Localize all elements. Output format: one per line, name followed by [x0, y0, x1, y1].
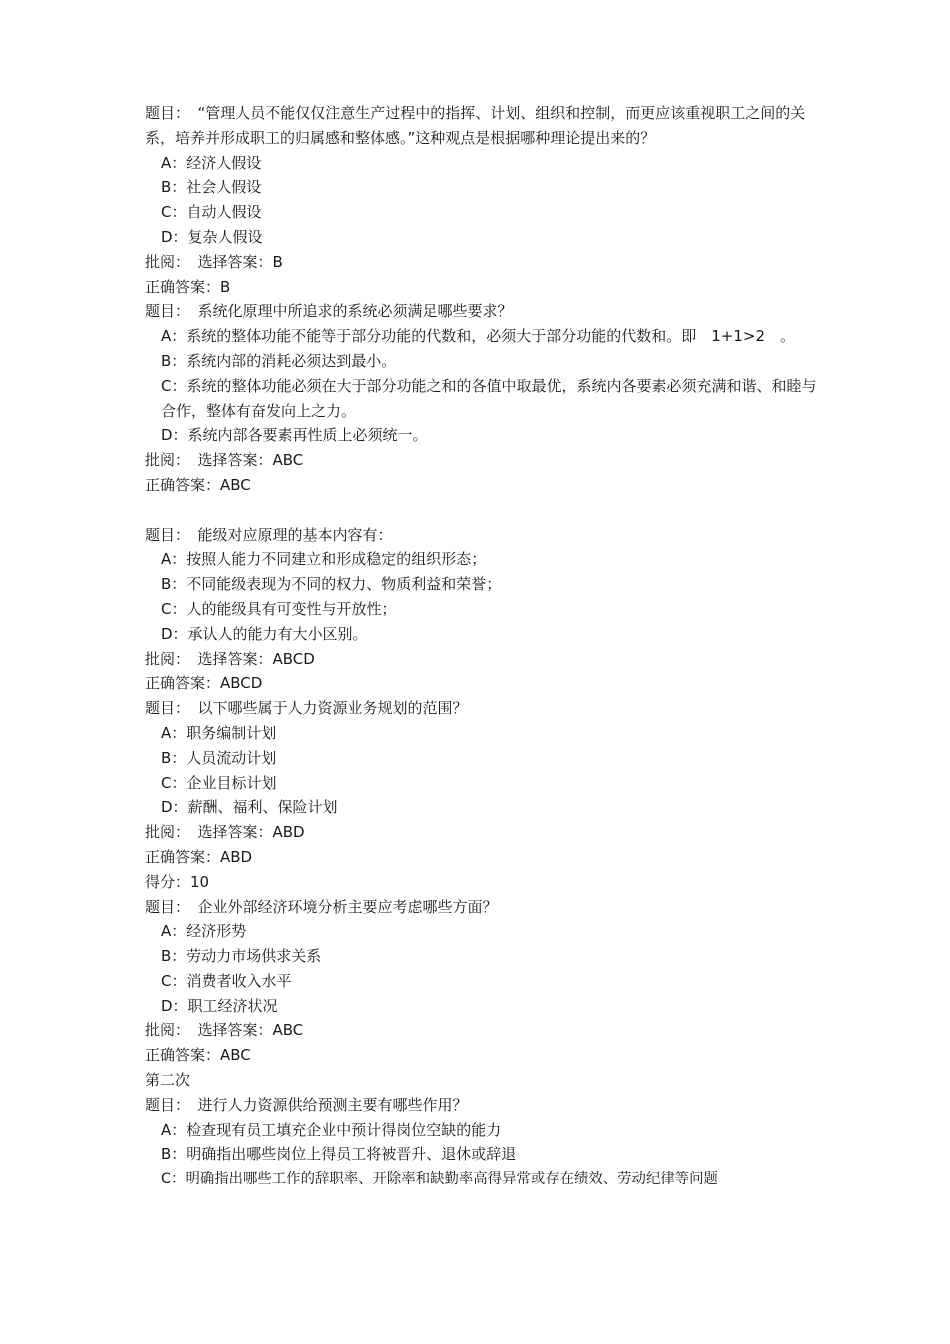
answer-2: 正确答案：ABC	[145, 475, 251, 494]
review-1: 批阅： 选择答案：B	[145, 252, 283, 271]
option-6a: A：检查现有员工填充企业中预计得岗位空缺的能力	[161, 1120, 502, 1139]
section-label: 第二次	[145, 1071, 191, 1090]
option-5b: B：劳动力市场供求关系	[161, 947, 322, 966]
option-3a: A：按照人能力不同建立和形成稳定的组织形态；	[161, 550, 487, 569]
document-content	[145, 101, 825, 1192]
answer-3: 正确答案：ABCD	[145, 674, 263, 693]
question-3: 题目： 能级对应原理的基本内容有：	[145, 525, 393, 544]
answer-4: 正确答案：ABD	[145, 847, 253, 866]
option-1b: B：社会人假设	[161, 178, 262, 197]
review-2: 批阅： 选择答案：ABC	[145, 451, 304, 470]
option-2a: A：系统的整体功能不能等于部分功能的代数和，必须大于部分功能的代数和。即 1+1>2 。	[161, 327, 796, 346]
option-6c: C：明确指出哪些工作的辞职率、开除率和缺勤率高得异常或存在绩效、劳动纪律等问题	[161, 1171, 718, 1188]
option-4a: A：职务编制计划	[161, 723, 277, 742]
option-3d: D：承认人的能力有大小区别。	[161, 624, 368, 643]
review-4: 批阅： 选择答案：ABD	[145, 823, 305, 842]
option-5c: C：消费者收入水平	[161, 971, 292, 990]
review-5: 批阅： 选择答案：ABC	[145, 1021, 304, 1040]
option-2b: B：系统内部的消耗必须达到最小。	[161, 351, 397, 370]
option-3b: B：不同能级表现为不同的权力、物质利益和荣誉；	[161, 575, 502, 594]
option-1a: A：经济人假设	[161, 153, 262, 172]
option-1d: D：复杂人假设	[161, 227, 263, 246]
answer-5: 正确答案：ABC	[145, 1046, 251, 1065]
option-4d: D：薪酬、福利、保险计划	[161, 798, 338, 817]
option-2d: D：系统内部各要素再性质上必须统一。	[161, 426, 428, 445]
review-3: 批阅： 选择答案：ABCD	[145, 649, 315, 668]
option-5d: D：职工经济状况	[161, 996, 278, 1015]
question-2: 题目： 系统化原理中所追求的系统必须满足哪些要求？	[145, 302, 513, 321]
question-6: 题目： 进行人力资源供给预测主要有哪些作用？	[145, 1095, 468, 1114]
option-3c: C：人的能级具有可变性与开放性；	[161, 599, 397, 618]
question-4: 题目： 以下哪些属于人力资源业务规划的范围？	[145, 699, 468, 718]
question-5: 题目： 企业外部经济环境分析主要应考虑哪些方面？	[145, 897, 498, 916]
blank-line	[145, 498, 825, 523]
question-1: 题目： “管理人员不能仅仅注意生产过程中的指挥、计划、组织和控制，而更应该重视职工之间的关系，培养并形成职工的归属感和整体感。”这种观点是根据哪种理论提出来的？	[145, 104, 806, 147]
option-2c: C：系统的整体功能必须在大于部分功能之和的各值中取最优，系统内各要素必须充满和谐、和睦与合作，整体有奋发向上之力。	[161, 376, 817, 420]
option-4b: B：人员流动计划	[161, 748, 277, 767]
option-1c: C：自动人假设	[161, 203, 262, 222]
option-6b: B：明确指出哪些岗位上得员工将被晋升、退休或辞退	[161, 1145, 517, 1164]
option-4c: C：企业目标计划	[161, 773, 277, 792]
option-5a: A：经济形势	[161, 922, 247, 941]
answer-1: 正确答案：B	[145, 277, 231, 296]
score-4: 得分：10	[145, 872, 210, 891]
